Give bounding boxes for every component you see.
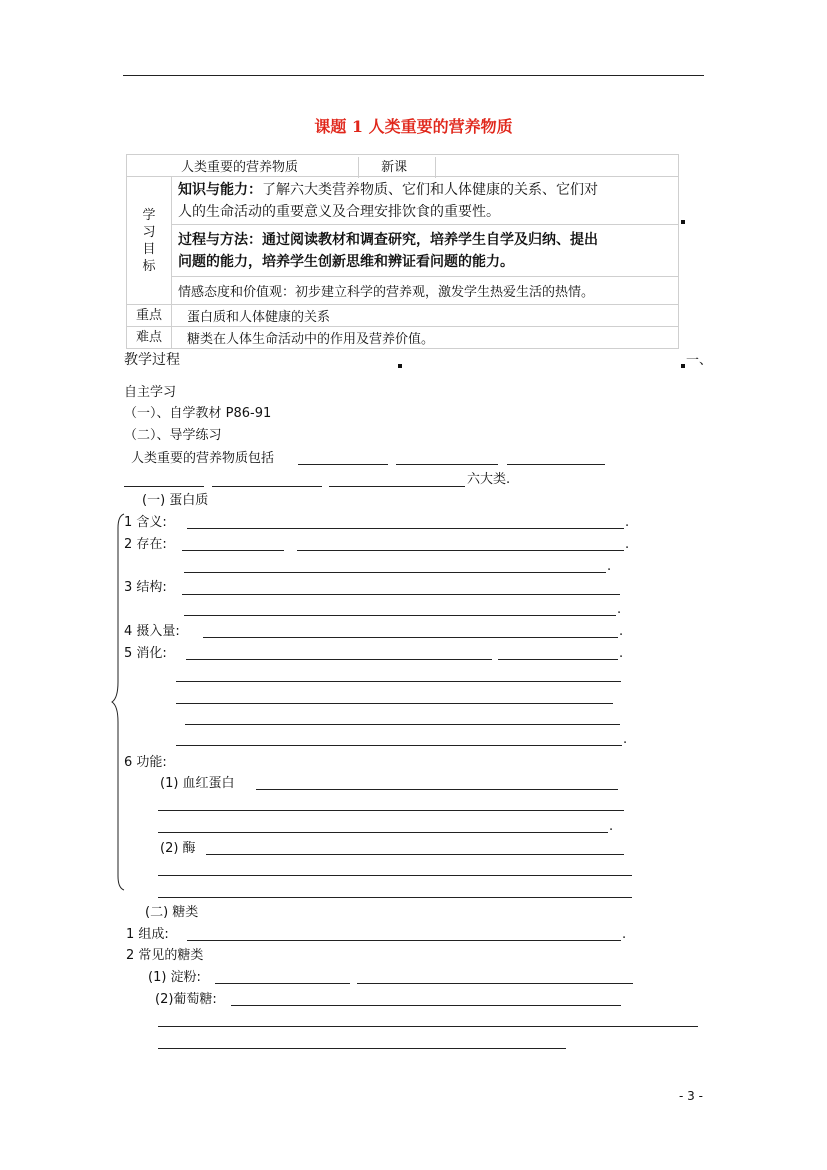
answer-line — [124, 486, 204, 487]
answer-line — [158, 1026, 698, 1027]
answer-line — [256, 789, 618, 790]
protein-intake: 4 摄入量: — [124, 624, 180, 639]
protein-existence: 2 存在: — [124, 537, 167, 552]
answer-line — [176, 745, 622, 746]
process-text-2: 问题的能力，培养学生创新思维和辨证看问题的能力。 — [178, 253, 514, 270]
sugar-starch: (1) 淀粉: — [148, 970, 201, 985]
goal-char: 目 — [142, 241, 156, 257]
protein-digestion: 5 消化: — [124, 646, 167, 661]
emotion-goal: 情感态度和价值观：初步建立科学的营养观，激发学生热爱生活的热情。 — [172, 277, 679, 305]
answer-line — [158, 810, 624, 811]
sugar-composition: 1 组成: — [126, 927, 169, 942]
answer-line — [158, 832, 608, 833]
self-study-heading: 自主学习 — [124, 385, 177, 400]
answer-line — [187, 940, 621, 941]
topic-text: 人类重要的营养物质 — [181, 160, 299, 175]
goal-char: 习 — [142, 224, 156, 240]
answer-line — [215, 983, 350, 984]
header-rule — [123, 75, 704, 76]
process-goal — [172, 225, 679, 277]
goal-char: 学 — [142, 207, 156, 223]
lesson-info-table — [126, 154, 679, 349]
answer-line — [158, 875, 632, 876]
answer-line — [158, 897, 632, 898]
knowledge-text-1: 了解六大类营养物质、它们和人体健康的关系、它们对 — [262, 181, 598, 198]
answer-line — [212, 486, 322, 487]
sugar-glucose: (2)葡萄糖: — [155, 992, 217, 1007]
answer-line — [187, 528, 624, 529]
answer-line — [186, 659, 492, 660]
topic-cell — [127, 155, 679, 177]
period: . — [609, 819, 614, 834]
study-item-1: （一）、自学教材 P86-91 — [124, 406, 272, 421]
protein-function: 6 功能: — [124, 755, 167, 770]
process-mark — [681, 364, 685, 368]
answer-line — [231, 1005, 621, 1006]
answer-line — [184, 615, 616, 616]
key-point-text: 蛋白质和人体健康的关系 — [172, 305, 679, 327]
period: . — [619, 646, 624, 661]
knowledge-text-2: 人的生命活动的重要意义及合理安排饮食的重要性。 — [178, 203, 500, 220]
answer-line — [297, 550, 624, 551]
page-number: - 3 - — [679, 1089, 703, 1103]
answer-line — [182, 594, 620, 595]
answer-line — [176, 703, 613, 704]
answer-line — [396, 464, 498, 465]
protein-heading: (一) 蛋白质 — [142, 493, 209, 508]
answer-line — [357, 983, 633, 984]
answer-line — [203, 637, 618, 638]
sugar-common: 2 常见的糖类 — [126, 948, 204, 963]
key-point-label: 重点 — [127, 305, 172, 327]
period: . — [625, 515, 630, 530]
answer-line — [507, 464, 605, 465]
six-classes-text: 六大类. — [467, 472, 511, 487]
answer-line — [184, 572, 606, 573]
answer-line — [185, 724, 620, 725]
difficult-point-label: 难点 — [127, 327, 172, 349]
left-brace-icon — [110, 512, 126, 892]
lesson-type: 新课 — [358, 157, 436, 178]
sugar-heading: (二) 糖类 — [145, 905, 199, 920]
answer-line — [158, 1048, 566, 1049]
answer-line — [298, 464, 388, 465]
knowledge-goal — [172, 177, 679, 225]
process-mark — [398, 364, 402, 368]
answer-line — [182, 550, 284, 551]
period: . — [623, 732, 628, 747]
protein-meaning: 1 含义: — [124, 515, 167, 530]
section-number: 一、 — [686, 353, 713, 368]
study-item-2: （二）、导学练习 — [124, 428, 222, 443]
period: . — [617, 602, 622, 617]
answer-line — [498, 659, 618, 660]
process-text-1: 过程与方法：通过阅读教材和调查研究，培养学生自学及归纳、提出 — [178, 231, 598, 248]
period: . — [619, 624, 624, 639]
answer-line — [206, 854, 624, 855]
table-mark — [681, 220, 685, 224]
goal-char: 标 — [142, 258, 156, 274]
function-enzyme: (2) 酶 — [160, 841, 196, 856]
period: . — [622, 927, 627, 942]
period: . — [607, 559, 612, 574]
protein-structure: 3 结构: — [124, 580, 167, 595]
answer-line — [329, 486, 465, 487]
teaching-process-heading: 教学过程 — [124, 352, 180, 368]
answer-line — [176, 681, 621, 682]
function-hemoglobin: (1) 血红蛋白 — [160, 776, 235, 791]
difficult-point-text: 糖类在人体生命活动中的作用及营养价值。 — [172, 327, 679, 349]
nutrients-prompt: 人类重要的营养物质包括 — [131, 451, 275, 466]
period: . — [625, 537, 630, 552]
goals-side-label — [127, 177, 172, 305]
knowledge-label: 知识与能力： — [178, 181, 262, 198]
page-title: 课题 1 人类重要的营养物质 — [314, 117, 513, 136]
